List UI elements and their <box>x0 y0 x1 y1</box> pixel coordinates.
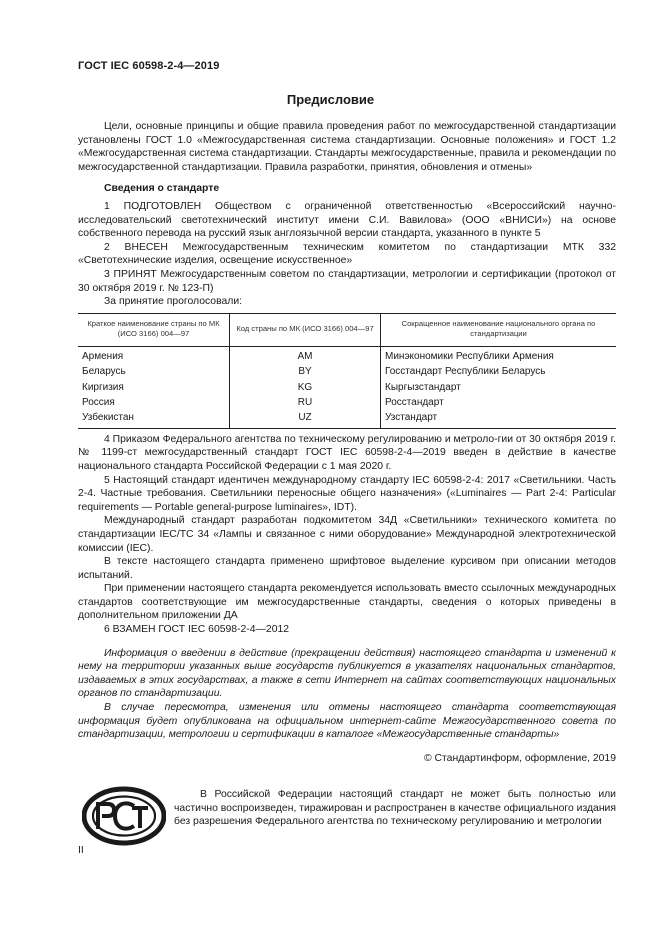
item-5-italic-note: В тексте настоящего стандарта применено шрифтовое выделение курсивом при описании методов испытаний. <box>78 556 616 581</box>
country-code: KG <box>230 380 381 395</box>
document-code: ГОСТ IEC 60598-2-4—2019 <box>78 60 220 72</box>
country-code: UZ <box>230 410 381 428</box>
standards-body: Росстандарт <box>381 395 617 410</box>
item-1: 1 ПОДГОТОВЛЕН Обществом с ограниченной ответственностью «Всероссийский научно-исследовательский светотехнический институт имени С.И. Вавилова» (ООО «ВНИСИ») на основе собственного перевода на русский язык англоязычной версии стандарта, указанного в пункте 5 <box>78 200 616 240</box>
table-row <box>78 395 616 410</box>
country-code: BY <box>230 364 381 379</box>
item-5: 5 Настоящий стандарт идентичен международному стандарту IEC 60598-2-4: 2017 «Светильники. Часть 2-4. Частные требования. Светильники переносные общего назначения» («Luminaires — Part 2-4: Particular requirements — Portable general-purpose luminaires», IDT). <box>78 474 616 513</box>
standards-body: Кыргызстандарт <box>381 380 617 395</box>
table-header: Сокращенное наименование национального органа по стандартизации <box>381 313 617 346</box>
section-subheading: Сведения о стандарте <box>104 183 220 195</box>
preface-body <box>78 120 616 765</box>
standards-body: Госстандарт Республики Беларусь <box>381 364 617 379</box>
country-code: RU <box>230 395 381 410</box>
table-header: Код страны по МК (ИСО 3166) 004—97 <box>230 313 381 346</box>
page-number: II <box>78 845 84 856</box>
countries-table <box>78 313 616 429</box>
intro-paragraph: Цели, основные принципы и общие правила проведения работ по межгосударственной стандартизации установлены ГОСТ 1.0 «Межгосударственная система стандартизации. Основные положения» и ГОСТ 1.2 «Межгосударственная система стандартизации. Стандарты межгосударственные, правила и рекомендации по межгосударственной стандартизации. Правила разработки, принятия, обновления и отмены» <box>78 121 616 173</box>
info-paragraph: Информация о введении в действие (прекращении действия) настоящего стандарта и изменений к нему на территории указанных выше государств публикуется в указателях национальных стандартов, издаваемых в этих государствах, а также в сети Интернет на сайтах соответствующих национальных органов по стандартизации. <box>78 647 616 700</box>
country-name: Россия <box>82 396 115 408</box>
item-5-developer: Международный стандарт разработан подкомитетом 34Д «Светильники» технического комитета по стандартизации IEC/TC 34 «Лампы и связанное с ними оборудование» Международной электротехнической комиссии (IEC). <box>78 515 616 554</box>
copyright: © Стандартинформ, оформление, 2019 <box>423 752 616 764</box>
table-header: Краткое наименование страны по МК (ИСО 3166) 004—97 <box>78 313 230 346</box>
item-4: 4 Приказом Федерального агентства по техническому регулированию и метроло-гии от 30 октября 2019 г. № 1199-ст межгосударственный стандарт ГОСТ IEC 60598-2-4—2019 введен в действие в качестве национального стандарта Российской Федерации с 1 мая 2020 г. <box>78 433 616 472</box>
table-row <box>78 410 616 428</box>
standards-body: Узстандарт <box>381 410 617 428</box>
country-code: AM <box>230 346 381 364</box>
item-2: 2 ВНЕСЕН Межгосударственным техническим комитетом по стандартизации МТК 332 «Светотехнические изделия, освещение искусственное» <box>78 241 616 267</box>
table-row <box>78 380 616 395</box>
table-row <box>78 346 616 364</box>
standards-body: Минэкономики Республики Армения <box>381 346 617 364</box>
rst-certification-mark-icon <box>82 786 166 846</box>
info-paragraph: В случае пересмотра, изменения или отмены настоящего стандарта соответствующая информация будет опубликована на официальном интернет-сайте Межгосударственного совета по стандартизации, метрологии и сертификации в каталоге «Межгосударственные стандарты» <box>78 702 616 741</box>
item-6: 6 ВЗАМЕН ГОСТ IEC 60598-2-4—2012 <box>104 624 290 636</box>
country-name: Узбекистан <box>78 410 230 428</box>
copyright-notice: В Российской Федерации настоящий стандарт не может быть полностью или частично воспроизведен, тиражирован и распространен в качестве официального издания без разрешения Федерального агентства по техническому регулированию и метрологии <box>174 789 616 828</box>
page-title: Предисловие <box>286 92 375 107</box>
table-row <box>78 364 616 379</box>
voted-label: За принятие проголосовали: <box>104 296 243 308</box>
item-5-references: При применении настоящего стандарта рекомендуется использовать вместо ссылочных международных стандартов соответствующие им межгосударственные стандарты, сведения о которых приведены в дополнительном приложении ДА <box>78 583 616 622</box>
country-name: Беларусь <box>82 366 126 378</box>
item-3: 3 ПРИНЯТ Межгосударственным советом по стандартизации, метрологии и сертификации (протокол от 30 октября 2019 г. № 123-П) <box>78 268 616 294</box>
country-name: Киргизия <box>82 381 124 393</box>
country-name: Армения <box>82 350 124 362</box>
